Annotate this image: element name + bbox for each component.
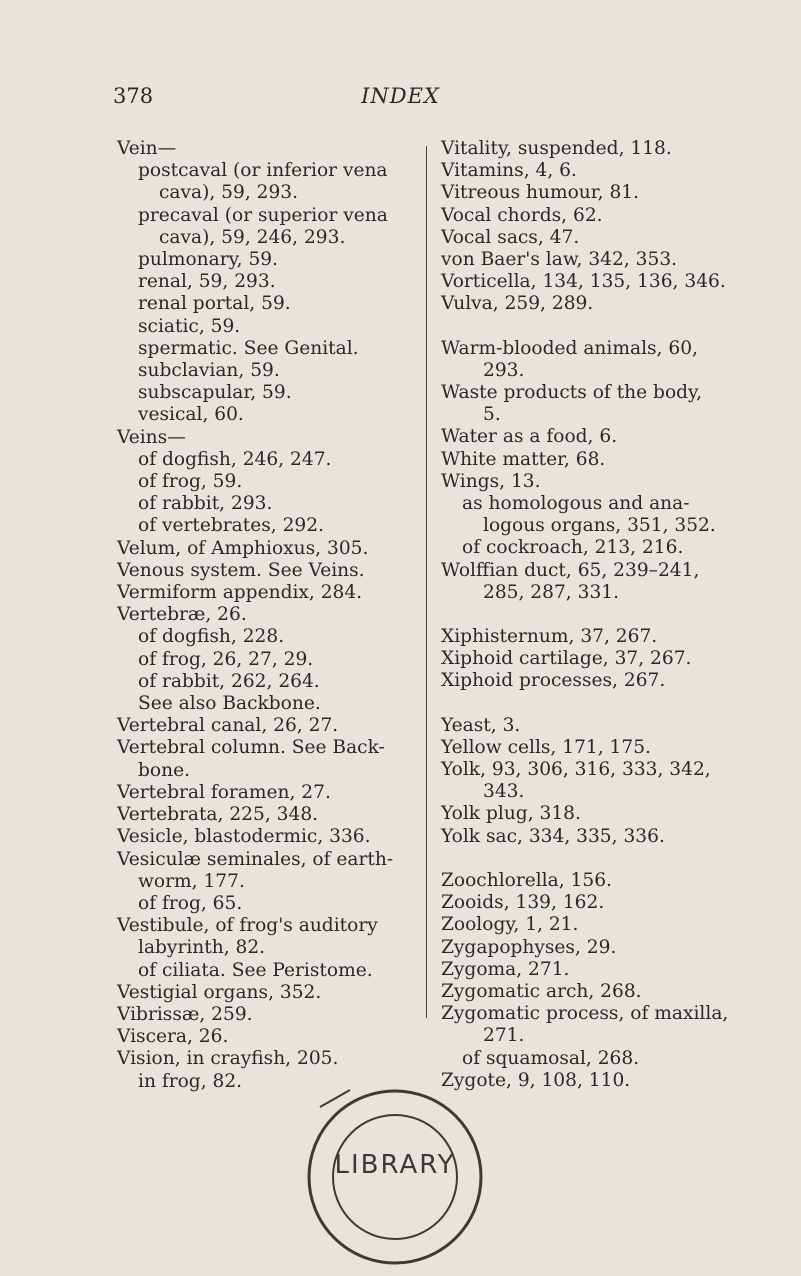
- page-header: [0, 84, 801, 124]
- index-gap: [441, 316, 771, 338]
- index-gap: [441, 848, 771, 870]
- index-entry: logous organs, 351, 352.: [483, 515, 716, 537]
- index-entry: of squamosal, 268.: [462, 1047, 640, 1069]
- index-entry: Warm-blooded animals, 60,: [441, 337, 698, 359]
- index-entry: labyrinth, 82.: [138, 937, 266, 959]
- index-entry: See also Backbone.: [138, 693, 321, 715]
- index-entry: Vertebral column. See Back-: [117, 737, 385, 759]
- index-entry: Velum, of Amphioxus, 305.: [117, 537, 369, 559]
- index-entry: of rabbit, 293.: [138, 493, 273, 515]
- index-entry: Veins—: [117, 426, 186, 448]
- index-entry: Venous system. See Veins.: [117, 559, 365, 581]
- index-entry: Zygomatic process, of maxilla,: [441, 1003, 729, 1025]
- library-stamp: [290, 1082, 500, 1272]
- index-entry: Yeast, 3.: [441, 714, 521, 736]
- index-entry: Zygomatic arch, 268.: [441, 980, 642, 1002]
- index-entry: Yellow cells, 171, 175.: [441, 736, 651, 758]
- index-entry: 271.: [483, 1025, 525, 1047]
- index-entry: Vermiform appendix, 284.: [117, 582, 363, 604]
- index-entry: bone.: [138, 759, 190, 781]
- index-entry: precaval (or superior vena: [138, 204, 388, 226]
- index-entry: 293.: [483, 359, 525, 381]
- index-entry: of frog, 65.: [138, 892, 243, 914]
- index-entry: vesical, 60.: [138, 404, 244, 426]
- index-entry: 5.: [483, 404, 501, 426]
- index-entry: Vertebræ, 26.: [117, 604, 247, 626]
- index-entry: Zygapophyses, 29.: [441, 936, 617, 958]
- column-divider: [426, 146, 427, 1018]
- index-entry: Vertebral foramen, 27.: [117, 781, 331, 803]
- index-entry: Water as a food, 6.: [441, 426, 618, 448]
- index-entry: Zoology, 1, 21.: [441, 914, 579, 936]
- index-entry: renal portal, 59.: [138, 293, 291, 315]
- index-entry: Vestigial organs, 352.: [117, 981, 322, 1003]
- index-entry: Vertebral canal, 26, 27.: [117, 715, 339, 737]
- index-entry: Vocal sacs, 47.: [441, 226, 580, 248]
- index-entry: subclavian, 59.: [138, 360, 280, 382]
- index-entry: Wolffian duct, 65, 239–241,: [441, 559, 700, 581]
- index-entry: Xiphoid cartilage, 37, 267.: [441, 648, 692, 670]
- index-column-left: [117, 138, 417, 1093]
- index-entry: Vertebrata, 225, 348.: [117, 804, 319, 826]
- index-entry: Vesiculæ seminales, of earth-: [117, 848, 394, 870]
- index-entry: in frog, 82.: [138, 1070, 243, 1092]
- index-entry: of frog, 26, 27, 29.: [138, 648, 314, 670]
- index-entry: Yolk, 93, 306, 316, 333, 342,: [441, 759, 711, 781]
- index-entry: sciatic, 59.: [138, 315, 241, 337]
- index-column-right: [441, 138, 771, 1092]
- index-entry: of dogfish, 246, 247.: [138, 448, 332, 470]
- index-entry: worm, 177.: [138, 870, 245, 892]
- index-entry: Vibrissæ, 259.: [117, 1003, 253, 1025]
- index-entry: Yolk sac, 334, 335, 336.: [441, 825, 665, 847]
- index-entry: cava), 59, 293.: [159, 182, 299, 204]
- index-entry: Wings, 13.: [441, 470, 541, 492]
- index-entry: Vulva, 259, 289.: [441, 293, 594, 315]
- index-entry: postcaval (or inferior vena: [138, 160, 388, 182]
- index-entry: Vitality, suspended, 118.: [441, 138, 672, 159]
- index-entry: cava), 59, 246, 293.: [159, 226, 346, 248]
- index-entry: as homologous and ana-: [462, 493, 690, 515]
- index-gap: [441, 693, 771, 715]
- page-title: INDEX: [361, 84, 440, 108]
- index-gap: [441, 604, 771, 626]
- index-entry: Zygoma, 271.: [441, 958, 570, 980]
- index-entry: Xiphoid processes, 267.: [441, 670, 666, 692]
- index-entry: Vein—: [117, 138, 177, 159]
- index-entry: subscapular, 59.: [138, 382, 292, 404]
- index-entry: pulmonary, 59.: [138, 249, 279, 271]
- index-entry: Xiphisternum, 37, 267.: [441, 626, 658, 648]
- index-entry: Zooids, 139, 162.: [441, 892, 605, 914]
- index-entry: of rabbit, 262, 264.: [138, 670, 320, 692]
- index-entry: Vorticella, 134, 135, 136, 346.: [441, 271, 726, 293]
- index-entry: Zygote, 9, 108, 110.: [441, 1069, 631, 1091]
- index-entry: 343.: [483, 781, 525, 803]
- index-entry: Yolk plug, 318.: [441, 803, 581, 825]
- index-entry: Vesicle, blastodermic, 336.: [117, 826, 371, 848]
- index-entry: of cockroach, 213, 216.: [462, 537, 684, 559]
- index-entry: Vitamins, 4, 6.: [441, 160, 577, 182]
- index-entry: Viscera, 26.: [117, 1026, 229, 1048]
- page-number: 378: [113, 84, 154, 108]
- index-entry: of frog, 59.: [138, 471, 243, 493]
- stamp-text: LIBRARY: [334, 1150, 456, 1180]
- index-entry: Zoochlorella, 156.: [441, 869, 612, 891]
- index-entry: White matter, 68.: [441, 448, 606, 470]
- index-entry: von Baer's law, 342, 353.: [441, 249, 678, 271]
- index-entry: 285, 287, 331.: [483, 581, 620, 603]
- index-entry: of vertebrates, 292.: [138, 515, 324, 537]
- index-entry: Vitreous humour, 81.: [441, 182, 640, 204]
- index-entry: Vestibule, of frog's auditory: [117, 915, 378, 937]
- index-entry: renal, 59, 293.: [138, 271, 276, 293]
- index-entry: Vocal chords, 62.: [441, 204, 603, 226]
- index-entry: Waste products of the body,: [441, 382, 703, 404]
- index-entry: Vision, in crayfish, 205.: [117, 1048, 339, 1070]
- index-entry: of ciliata. See Peristome.: [138, 959, 373, 981]
- index-entry: of dogfish, 228.: [138, 626, 285, 648]
- index-entry: spermatic. See Genital.: [138, 337, 359, 359]
